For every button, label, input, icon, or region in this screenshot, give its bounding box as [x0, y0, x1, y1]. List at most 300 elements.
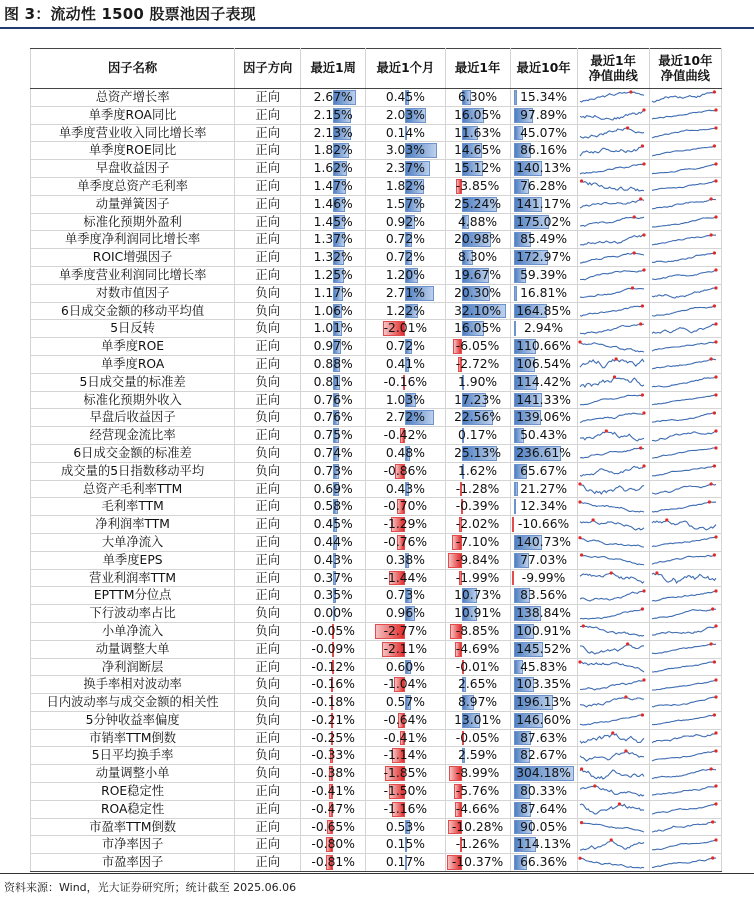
return-cell-w1 — [301, 195, 366, 213]
return-cell-m1 — [366, 89, 445, 107]
nav-curve-1y — [577, 854, 649, 872]
return-cell-m1 — [366, 551, 445, 569]
nav-line — [652, 342, 716, 351]
return-cell-m1 — [366, 355, 445, 373]
nav-max-marker — [714, 625, 717, 628]
nav-curve-10y — [649, 711, 721, 729]
nav-curve-1y — [577, 177, 649, 195]
factor-name: 动量弹簧因子 — [31, 195, 235, 213]
return-value: 90.05% — [520, 819, 567, 834]
nav-line — [580, 466, 644, 476]
return-cell-y1 — [445, 355, 510, 373]
return-value: 175.02% — [516, 214, 571, 229]
return-value: -1.44% — [383, 570, 428, 585]
return-value: 1.62% — [313, 161, 353, 176]
nav-curve-10y — [649, 498, 721, 516]
return-value: 0.69% — [313, 481, 353, 496]
return-value: 77.03% — [520, 552, 567, 567]
nav-max-marker — [714, 785, 717, 788]
nav-max-marker — [617, 803, 620, 806]
return-cell-y10 — [510, 569, 577, 587]
nav-line — [652, 181, 716, 190]
nav-max-marker — [714, 109, 717, 112]
nav-line — [652, 537, 716, 547]
return-cell-w1 — [301, 854, 366, 872]
sparkline — [650, 712, 718, 728]
return-value: 236.61% — [516, 445, 571, 460]
nav-line — [580, 733, 644, 743]
nav-curve-1y — [577, 373, 649, 391]
table-row — [31, 427, 722, 445]
nav-line — [652, 840, 716, 850]
return-cell-y10 — [510, 124, 577, 142]
factor-name: ROA稳定性 — [31, 800, 235, 818]
nav-curve-10y — [649, 249, 721, 267]
return-value: 2.72% — [385, 410, 425, 425]
return-cell-y1 — [445, 444, 510, 462]
nav-curve-1y — [577, 694, 649, 712]
nav-curve-10y — [649, 320, 721, 338]
factor-direction: 负向 — [235, 462, 301, 480]
nav-curve-10y — [649, 231, 721, 249]
sparkline — [650, 214, 718, 230]
col-header-nav-1y: 最近1年 净值曲线 — [577, 49, 649, 89]
sparkline — [650, 641, 718, 657]
nav-line — [580, 751, 644, 761]
nav-max-marker — [580, 767, 583, 770]
return-cell-m1 — [366, 373, 445, 391]
nav-max-marker — [713, 660, 716, 663]
factor-name: 市净率因子 — [31, 836, 235, 854]
nav-line — [580, 164, 644, 174]
nav-curve-10y — [649, 266, 721, 284]
return-value: -0.47% — [311, 801, 355, 816]
factor-direction: 负向 — [235, 605, 301, 623]
return-cell-w1 — [301, 249, 366, 267]
nav-line — [580, 823, 644, 832]
factor-direction: 正向 — [235, 640, 301, 658]
nav-max-marker — [714, 287, 717, 290]
return-value: 15.34% — [520, 90, 567, 104]
factor-name: 单季度营业利润同比增长率 — [31, 266, 235, 284]
nav-line — [580, 128, 644, 138]
return-cell-w1 — [301, 320, 366, 338]
nav-line — [652, 128, 716, 138]
nav-curve-10y — [649, 605, 721, 623]
return-cell-y10 — [510, 836, 577, 854]
nav-max-marker — [714, 340, 717, 343]
return-value: -0.38% — [311, 766, 355, 781]
sparkline — [578, 623, 646, 639]
sparkline — [578, 783, 646, 799]
return-value: 196.13% — [516, 695, 571, 710]
col-header-direction: 因子方向 — [235, 49, 301, 89]
return-cell-m1 — [366, 569, 445, 587]
factor-name: 对数市值因子 — [31, 284, 235, 302]
nav-line — [580, 662, 644, 672]
nav-line — [652, 270, 716, 280]
nav-max-marker — [578, 500, 581, 503]
return-value: 1.37% — [313, 232, 353, 247]
sparkline — [650, 428, 718, 444]
return-value: -1.28% — [455, 481, 500, 496]
sparkline — [578, 232, 646, 248]
sparkline — [650, 410, 718, 426]
return-value: 0.15% — [385, 837, 425, 852]
nav-curve-10y — [649, 480, 721, 498]
sparkline — [650, 570, 718, 586]
return-value: -2.02% — [455, 517, 500, 532]
table-row — [31, 711, 722, 729]
factor-name: 单季度ROA同比 — [31, 106, 235, 124]
nav-curve-10y — [649, 355, 721, 373]
return-value: -9.99% — [521, 570, 566, 585]
nav-max-marker — [578, 660, 581, 663]
factor-direction: 正向 — [235, 498, 301, 516]
return-cell-m1 — [366, 765, 445, 783]
return-cell-m1 — [366, 854, 445, 872]
nav-line — [580, 342, 644, 352]
sparkline — [578, 463, 646, 479]
nav-line — [652, 306, 716, 316]
return-value: 19.67% — [454, 267, 501, 282]
return-value: 20.30% — [454, 285, 501, 300]
nav-curve-10y — [649, 694, 721, 712]
nav-max-marker — [713, 144, 716, 147]
nav-line — [652, 395, 716, 405]
table-row — [31, 640, 722, 658]
nav-curve-10y — [649, 106, 721, 124]
return-cell-y10 — [510, 338, 577, 356]
return-value: 14.65% — [454, 143, 501, 158]
nav-max-marker — [639, 447, 642, 450]
nav-curve-1y — [577, 729, 649, 747]
sparkline — [650, 819, 718, 835]
nav-max-marker — [713, 251, 716, 254]
nav-max-marker — [642, 109, 645, 112]
nav-curve-10y — [649, 284, 721, 302]
nav-curve-1y — [577, 836, 649, 854]
nav-curve-10y — [649, 676, 721, 694]
bottom-rule — [0, 873, 754, 874]
nav-curve-1y — [577, 498, 649, 516]
nav-line — [580, 697, 644, 707]
nav-max-marker — [714, 838, 717, 841]
nav-curve-1y — [577, 765, 649, 783]
return-value: -0.42% — [383, 428, 428, 443]
sparkline — [578, 267, 646, 283]
factor-name: 换手率相对波动率 — [31, 676, 235, 694]
return-cell-y10 — [510, 747, 577, 765]
return-value: 0.48% — [385, 445, 425, 460]
return-value: -4.66% — [455, 801, 500, 816]
factor-name: 单季度营业收入同比增长率 — [31, 124, 235, 142]
return-cell-w1 — [301, 765, 366, 783]
nav-max-marker — [614, 358, 617, 361]
return-cell-y10 — [510, 320, 577, 338]
return-cell-y10 — [510, 480, 577, 498]
factor-direction: 正向 — [235, 106, 301, 124]
return-value: -1.14% — [383, 748, 428, 763]
return-value: 0.75% — [313, 428, 353, 443]
return-cell-y1 — [445, 533, 510, 551]
return-value: -10.66% — [517, 517, 570, 532]
return-cell-y1 — [445, 124, 510, 142]
col-header-1m: 最近1个月 — [366, 49, 445, 89]
nav-line — [580, 270, 644, 280]
return-value: 114.13% — [516, 837, 571, 852]
return-cell-m1 — [366, 676, 445, 694]
nav-curve-10y — [649, 177, 721, 195]
factor-direction: 正向 — [235, 142, 301, 160]
return-cell-w1 — [301, 622, 366, 640]
factor-direction: 正向 — [235, 658, 301, 676]
sparkline — [650, 107, 718, 123]
nav-max-marker — [713, 465, 716, 468]
return-value: 1.82% — [313, 143, 353, 158]
return-cell-y1 — [445, 836, 510, 854]
return-cell-y1 — [445, 409, 510, 427]
sparkline — [650, 392, 718, 408]
factor-name: 市盈率TTM倒数 — [31, 818, 235, 836]
nav-line — [580, 288, 644, 298]
return-cell-y1 — [445, 480, 510, 498]
factor-name: 大单净流入 — [31, 533, 235, 551]
return-cell-y1 — [445, 177, 510, 195]
return-cell-m1 — [366, 498, 445, 516]
nav-line — [580, 591, 644, 601]
return-cell-w1 — [301, 462, 366, 480]
return-value: -0.16% — [311, 677, 355, 692]
nav-line — [652, 146, 716, 156]
nav-line — [652, 520, 716, 530]
sparkline — [578, 552, 646, 568]
return-cell-y1 — [445, 729, 510, 747]
sparkline — [650, 89, 718, 105]
sparkline — [578, 178, 646, 194]
return-value: 140.73% — [516, 534, 571, 549]
nav-curve-10y — [649, 783, 721, 801]
factor-direction: 正向 — [235, 160, 301, 178]
nav-max-marker — [642, 233, 645, 236]
return-value: 0.45% — [313, 517, 353, 532]
nav-line — [652, 466, 716, 476]
sparkline — [650, 855, 718, 871]
nav-line — [580, 555, 644, 565]
sparkline — [578, 481, 646, 497]
return-value: 0.73% — [385, 588, 425, 603]
return-cell-y1 — [445, 213, 510, 231]
sparkline — [650, 730, 718, 746]
return-value: 2.71% — [385, 285, 425, 300]
factor-name: 日内波动率与成交金额的相关性 — [31, 694, 235, 712]
return-cell-m1 — [366, 195, 445, 213]
return-cell-y1 — [445, 854, 510, 872]
sparkline — [650, 303, 718, 319]
return-cell-m1 — [366, 605, 445, 623]
return-value: -8.99% — [455, 766, 500, 781]
factor-direction: 正向 — [235, 729, 301, 747]
nav-line — [580, 484, 644, 494]
return-value: 2.59% — [458, 748, 498, 763]
factor-name: 毛利率TTM — [31, 498, 235, 516]
return-cell-m1 — [366, 106, 445, 124]
factor-direction: 正向 — [235, 213, 301, 231]
return-value: 82.67% — [520, 748, 567, 763]
nav-max-marker — [612, 376, 615, 379]
return-cell-y10 — [510, 266, 577, 284]
factor-name: 市销率TTM倒数 — [31, 729, 235, 747]
return-cell-y10 — [510, 694, 577, 712]
return-cell-m1 — [366, 711, 445, 729]
nav-curve-1y — [577, 266, 649, 284]
return-value: 4.88% — [458, 214, 498, 229]
return-cell-y1 — [445, 640, 510, 658]
nav-max-marker — [714, 126, 717, 129]
factor-direction: 正向 — [235, 355, 301, 373]
return-value: -1.04% — [383, 677, 428, 692]
return-value: 20.98% — [454, 232, 501, 247]
nav-curve-1y — [577, 711, 649, 729]
return-cell-w1 — [301, 640, 366, 658]
nav-curve-1y — [577, 320, 649, 338]
nav-max-marker — [632, 215, 635, 218]
nav-line — [580, 235, 644, 245]
table-row — [31, 694, 722, 712]
factor-direction: 负向 — [235, 711, 301, 729]
return-cell-w1 — [301, 658, 366, 676]
sparkline — [578, 766, 646, 782]
nav-max-marker — [642, 678, 645, 681]
nav-curve-10y — [649, 338, 721, 356]
return-value: 114.42% — [516, 374, 571, 389]
nav-max-marker — [714, 376, 717, 379]
sparkline — [578, 570, 646, 586]
nav-line — [580, 520, 644, 530]
nav-curve-10y — [649, 142, 721, 160]
nav-line — [580, 359, 644, 368]
nav-line — [580, 181, 644, 191]
return-cell-y10 — [510, 444, 577, 462]
sparkline — [578, 89, 646, 105]
return-value: 45.83% — [520, 659, 567, 674]
return-value: 0.73% — [313, 463, 353, 478]
nav-line — [580, 413, 644, 423]
return-value: 85.49% — [520, 232, 567, 247]
sparkline — [650, 801, 718, 817]
nav-curve-10y — [649, 160, 721, 178]
factor-name: 市盈率因子 — [31, 854, 235, 872]
return-value: -1.29% — [383, 517, 428, 532]
return-cell-y1 — [445, 391, 510, 409]
table-row — [31, 391, 722, 409]
sparkline — [650, 143, 718, 159]
factor-name: 成交量的5日指数移动平均 — [31, 462, 235, 480]
return-value: -0.01% — [455, 659, 500, 674]
sparkline — [578, 730, 646, 746]
nav-max-marker — [714, 180, 717, 183]
table-row — [31, 658, 722, 676]
sparkline — [578, 819, 646, 835]
return-value: 8.97% — [458, 695, 498, 710]
return-cell-w1 — [301, 516, 366, 534]
sparkline — [578, 837, 646, 853]
return-cell-y10 — [510, 106, 577, 124]
return-cell-m1 — [366, 836, 445, 854]
return-cell-w1 — [301, 729, 366, 747]
nav-curve-10y — [649, 195, 721, 213]
nav-max-marker — [639, 322, 642, 325]
factor-name: 5日成交量的标准差 — [31, 373, 235, 391]
table-row — [31, 355, 722, 373]
factor-direction: 正向 — [235, 89, 301, 107]
factor-name: 下行波动率占比 — [31, 605, 235, 623]
return-value: -2.01% — [383, 321, 428, 336]
return-value: 10.73% — [454, 588, 501, 603]
nav-curve-10y — [649, 854, 721, 872]
return-cell-m1 — [366, 284, 445, 302]
return-cell-m1 — [366, 444, 445, 462]
factor-name: 单季度EPS — [31, 551, 235, 569]
figure-title: 图 3：流动性 1500 股票池因子表现 — [4, 5, 256, 23]
nav-line — [652, 235, 716, 245]
return-cell-w1 — [301, 231, 366, 249]
factor-direction: 正向 — [235, 569, 301, 587]
return-cell-y10 — [510, 711, 577, 729]
return-cell-m1 — [366, 480, 445, 498]
table-row — [31, 800, 722, 818]
return-cell-w1 — [301, 355, 366, 373]
return-value: -5.76% — [455, 784, 500, 799]
nav-line — [580, 573, 644, 583]
sparkline — [578, 161, 646, 177]
factor-direction: 正向 — [235, 427, 301, 445]
return-cell-y10 — [510, 516, 577, 534]
factor-name: 动量调整大单 — [31, 640, 235, 658]
nav-max-marker — [714, 731, 717, 734]
return-cell-m1 — [366, 729, 445, 747]
nav-max-marker — [642, 411, 645, 414]
return-cell-y1 — [445, 142, 510, 160]
nav-curve-10y — [649, 444, 721, 462]
return-value: 139.06% — [516, 410, 571, 425]
return-cell-y1 — [445, 587, 510, 605]
factor-name: 动量调整小单 — [31, 765, 235, 783]
nav-line — [580, 786, 644, 796]
sparkline — [578, 321, 646, 337]
return-cell-w1 — [301, 160, 366, 178]
return-cell-y10 — [510, 427, 577, 445]
return-value: 1.22% — [385, 303, 425, 318]
return-cell-y1 — [445, 551, 510, 569]
nav-line — [652, 858, 716, 867]
sparkline — [578, 445, 646, 461]
nav-curve-10y — [649, 729, 721, 747]
return-cell-y1 — [445, 658, 510, 676]
return-value: -0.09% — [311, 641, 355, 656]
factor-name: 标准化预期外收入 — [31, 391, 235, 409]
return-value: 103.35% — [516, 677, 571, 692]
return-cell-y10 — [510, 498, 577, 516]
col-header-1w: 最近1周 — [301, 49, 366, 89]
factor-name: 总资产增长率 — [31, 89, 235, 107]
return-value: 10.91% — [454, 606, 501, 621]
nav-max-marker — [578, 482, 581, 485]
factor-name: 6日成交金额的标准差 — [31, 444, 235, 462]
factor-name: ROE稳定性 — [31, 783, 235, 801]
return-value: 141.33% — [516, 392, 571, 407]
return-value: 45.07% — [520, 125, 567, 140]
